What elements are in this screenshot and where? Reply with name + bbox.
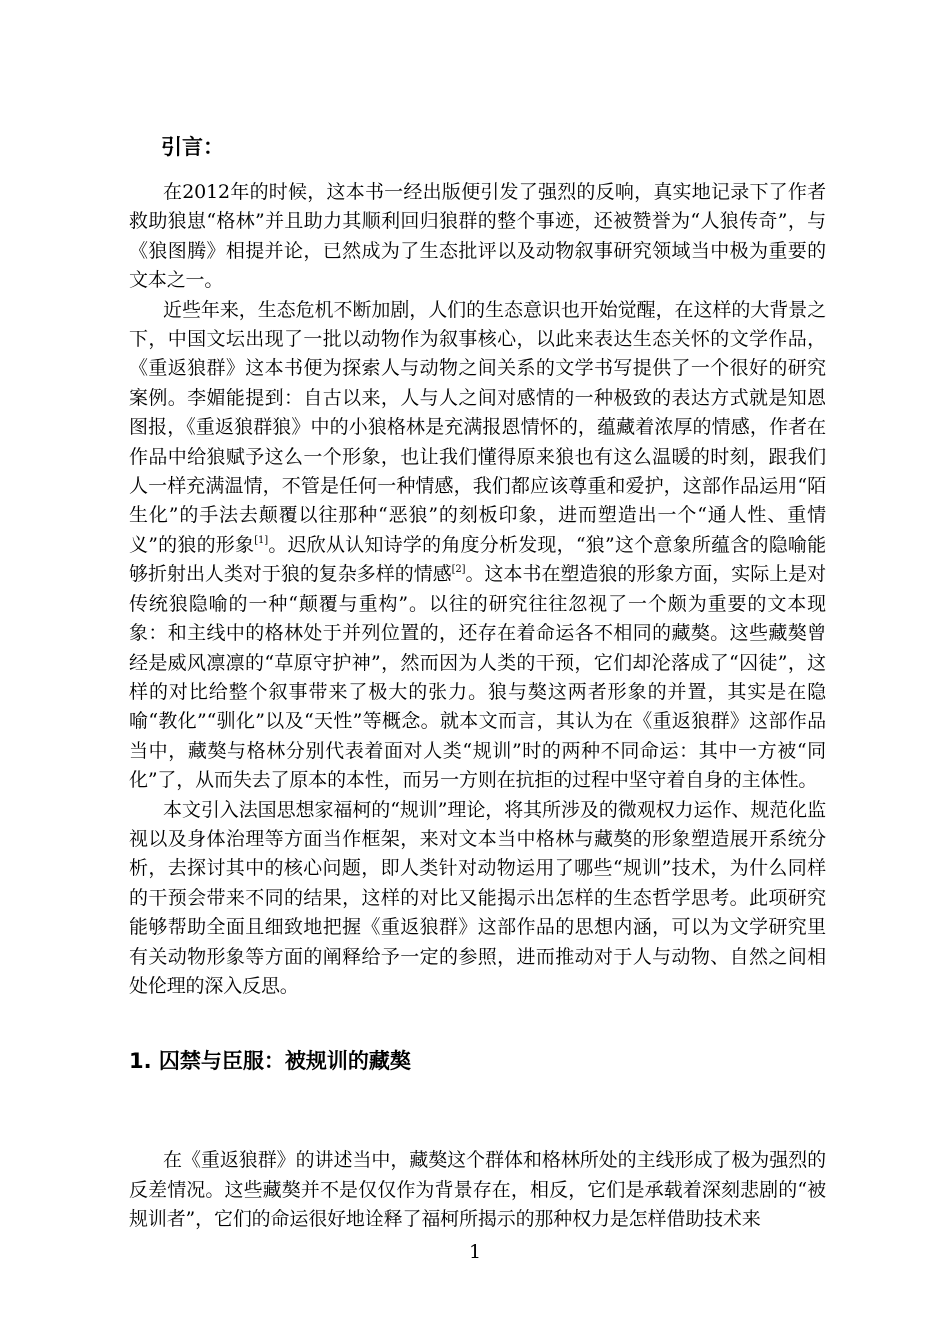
page-number: 1 [468, 1241, 482, 1263]
citation-ref-1: [1] [254, 534, 268, 546]
section-1-paragraph-1: 在《重返狼群》的讲述当中，藏獒这个群体和格林所处的主线形成了极为强烈的反差情况。这些藏獒并不是仅仅作为背景存在，相反，它们是承载着深刻悲剧的“被规训者”，它们的命运很好地诠释了福柯所揭示的那种权力是怎样借助技术来 [129, 1149, 826, 1231]
citation-ref-2: [2] [451, 564, 466, 576]
section-1-heading: 1. 囚禁与臣服：被规训的藏獒 [129, 1049, 411, 1074]
intro-heading: 引言： [161, 135, 224, 159]
intro-paragraph-2-text-c: 。这本书在塑造狼的形象方面，实际上是对传统狼隐喻的一种“颠覆与重构”。以往的研究往往忽视了一个颇为重要的文本现象：和主线中的格林处于并列位置的，还存在着命运各不相同的藏獒。这些藏獒曾经是威风凛凛的“草原守护神”，然而因为人类的干预，它们却沦落成了“囚徒”，这样的对比给整个叙事带来了极大的张力。狼与獒这两者形象的并置，其实是在隐喻“教化”“驯化”以及“天性”等概念。就本文而言，其认为在《重返狼群》这部作品当中，藏獒与格林分别代表着面对人类“规训”时的两种不同命运：其中一方被“同化”了，从而失去了原本的本性，而另一方则在抗拒的过程中坚守着自身的主体性。 [129, 563, 827, 792]
intro-paragraph-1: 在2012年的时候，这本书一经出版便引发了强烈的反响，真实地记录下了作者救助狼崽“格林”并且助力其顺利回归狼群的整个事迹，还被赞誉为“人狼传奇”，与《狼图腾》相提并论，已然成为了生态批评以及动物叙事研究领域当中极为重要的文本之一。 [129, 181, 826, 292]
page-content [129, 132, 826, 1235]
intro-paragraph-2-text-b: 。迟欣从认知诗学的角度分析发现，“狼”这个意象所蕴含的隐喻能够折射出人类对于狼的复杂多样的情感 [129, 533, 826, 586]
intro-paragraph-2-text-a: 近些年来，生态危机不断加剧，人们的生态意识也开始觉醒，在这样的大背景之下，中国文坛出现了一批以动物作为叙事核心，以此来表达生态关怀的文学作品，《重返狼群》这本书便为探索人与动物之间关系的文学书写提供了一个很好的研究案例。李媚能提到：自古以来，人与人之间对感情的一种极致的表达方式就是知恩图报，《重返狼群狼》中的小狼格林是充满报恩情怀的，蕴藏着浓厚的情感，作者在作品中给狼赋予这么一个形象，也让我们懂得原来狼也有这么温暖的时刻，跟我们人一样充满温情，不管是任何一种情感，我们都应该尊重和爱护，这部作品运用“陌生化”的手法去颠覆以往那种“恶狼”的刻板印象，进而塑造出一个“通人性、重情义”的狼的形象 [129, 298, 826, 556]
intro-paragraph-2 [129, 296, 826, 796]
intro-paragraph-3: 本文引入法国思想家福柯的“规训”理论，将其所涉及的微观权力运作、规范化监视以及身体治理等方面当作框架，来对文本当中格林与藏獒的形象塑造展开系统分析，去探讨其中的核心问题，即人类针对动物运用了哪些“规训”技术，为什么同样的干预会带来不同的结果，这样的对比又能揭示出怎样的生态哲学思考。此项研究能够帮助全面且细致地把握《重返狼群》这部作品的思想内涵，可以为文学研究里有关动物形象等方面的阐释给予一定的参照，进而推动对于人与动物、自然之间相处伦理的深入反思。 [129, 798, 826, 997]
